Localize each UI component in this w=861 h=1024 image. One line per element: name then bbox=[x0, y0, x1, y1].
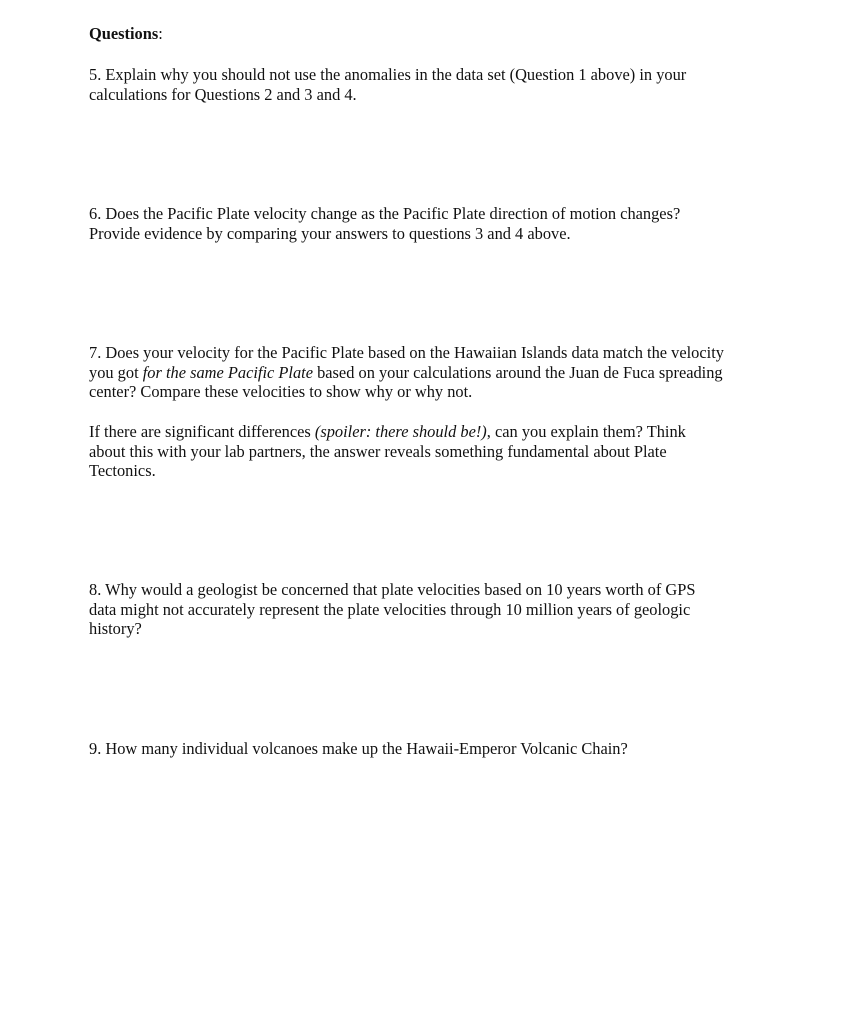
question-7-line-2-post: based on your calculations around the Juan de Fuca spreading bbox=[312, 362, 723, 382]
question-7-emphasis: for the same Pacific Plate bbox=[142, 362, 313, 382]
question-8-line-3: history? bbox=[89, 619, 142, 638]
question-8-line-1: 8. Why would a geologist be concerned that plate velocities based on 10 years worth of GPS bbox=[89, 580, 696, 599]
question-9-line-1: 9. How many individual volcanoes make up the Hawaii-Emperor Volcanic Chain? bbox=[89, 739, 628, 758]
question-9 bbox=[89, 739, 779, 759]
question-7-followup-line-1 bbox=[89, 422, 779, 442]
question-8 bbox=[89, 580, 779, 639]
question-6-line-2: Provide evidence by comparing your answers to questions 3 and 4 above. bbox=[89, 223, 571, 243]
question-8-line-2: data might not accurately represent the plate velocities through 10 million years of geologic bbox=[89, 599, 691, 619]
question-7-line-1: 7. Does your velocity for the Pacific Plate based on the Hawaiian Islands data match the velocity bbox=[89, 343, 724, 362]
question-7-followup-line-2: about this with your lab partners, the answer reveals something fundamental about Plate bbox=[89, 441, 667, 461]
question-6 bbox=[89, 204, 779, 243]
question-7-line-3: center? Compare these velocities to show why or why not. bbox=[89, 382, 473, 401]
question-7-line-2-pre: you got bbox=[89, 362, 143, 382]
questions-heading-colon: : bbox=[158, 24, 163, 43]
question-7-followup bbox=[89, 422, 779, 481]
question-5 bbox=[89, 65, 779, 104]
question-5-line-1: 5. Explain why you should not use the anomalies in the data set (Question 1 above) in your bbox=[89, 65, 687, 84]
questions-heading-text: Questions bbox=[89, 24, 159, 43]
question-7-followup-pre: If there are significant differences bbox=[89, 422, 315, 441]
questions-heading bbox=[89, 24, 163, 44]
question-7-followup-emphasis: (spoiler: there should be!) bbox=[314, 422, 487, 441]
question-7-followup-post: , can you explain them? Think bbox=[486, 422, 686, 441]
question-7-line-2 bbox=[89, 363, 779, 383]
question-7-followup-line-3: Tectonics. bbox=[89, 461, 156, 480]
question-7 bbox=[89, 343, 779, 402]
question-5-line-2: calculations for Questions 2 and 3 and 4. bbox=[89, 84, 357, 104]
question-6-line-1: 6. Does the Pacific Plate velocity change as the Pacific Plate direction of motion changes? bbox=[89, 204, 681, 223]
